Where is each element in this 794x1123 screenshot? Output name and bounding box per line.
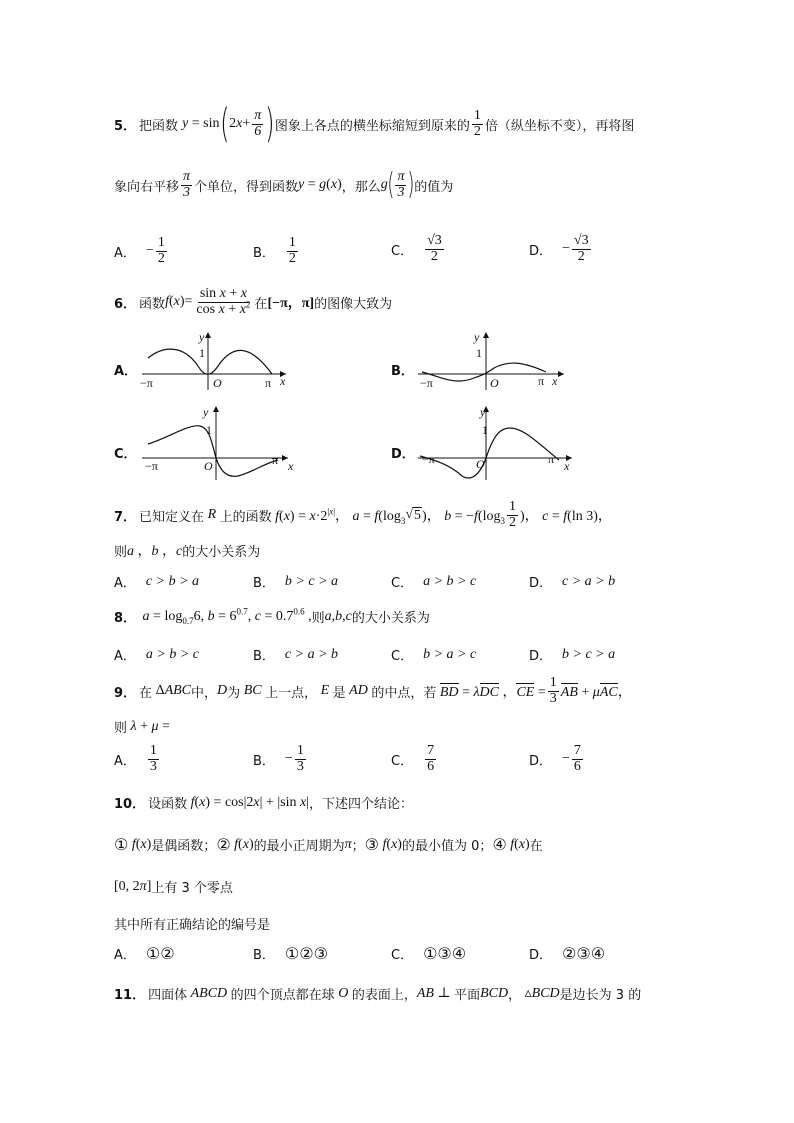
q6-b-one-label: 1: [476, 346, 482, 360]
q6-a-one-label: 1: [199, 346, 205, 360]
q10-line2: ① f(x) 是偶函数； ② f(x) 的最小正周期为 π ； ③ f(x) 的最小值为 0； ④ f(x) 在: [114, 835, 543, 854]
q6-a-pi: π: [265, 376, 272, 390]
q5-pi-over-3: $\frac{\pi}{3}$: [183, 169, 191, 200]
q8-option-d[interactable]: D． b > c > a: [529, 646, 616, 664]
q9-option-d[interactable]: D． − $\frac{7}{6}$: [529, 743, 581, 774]
q11-line1: 11． 四面体 ABCD 的四个顶点都在球 O 的表面上， AB ⊥ 平面 BCD ， ▵BCD 是边长为 3 的: [114, 985, 642, 1003]
q5-one-half: $\frac{1}{2}$: [473, 107, 481, 139]
q6-a-y-label: y: [199, 330, 205, 344]
q9-line2: 则 λ + μ =: [114, 718, 170, 736]
q6-a-neg-pi: −π: [140, 376, 153, 390]
q6-a-origin: O: [213, 376, 222, 390]
q9-option-a[interactable]: A． $\frac{1}{3}$: [114, 743, 157, 774]
q6-b-y-label: y: [474, 330, 480, 344]
q6-b-pi: π: [538, 374, 545, 388]
q10-option-d[interactable]: D． ②③④: [529, 944, 606, 963]
q5-option-a[interactable]: A． − $\frac{1}{2}$: [114, 235, 165, 266]
q5-line2: 象向右平移 $\frac{\pi}{3}$ 个单位，得到函数 y = g ( x ) ，那么 g ( $\frac{\pi}{3}$ ) 的值为: [114, 167, 454, 203]
q6-c-neg-pi: −π: [145, 459, 158, 473]
q6-d-origin: O: [476, 457, 485, 471]
q6-c-x-label: x: [288, 459, 294, 473]
q9-option-c[interactable]: C． $\frac{7}{6}$: [391, 743, 435, 774]
q6-d-neg-pi: −π: [422, 452, 435, 466]
q7-number: 7．: [114, 509, 137, 525]
q10-option-b[interactable]: B． ①②③: [253, 944, 328, 963]
q9-number: 9．: [114, 685, 137, 701]
q5-text: 图象上各点的横坐标缩短到原来的: [274, 118, 470, 134]
q10-number: 10．: [114, 797, 146, 812]
q10-line3: [0, 2π] 上有 3 个零点: [114, 878, 233, 896]
q6-graph-c[interactable]: [138, 404, 298, 484]
q5-pi-over-6: $\frac{\pi}{6}$: [254, 107, 262, 139]
q6-b-x-label: x: [552, 374, 558, 388]
q5-text: 象向右平移: [114, 179, 180, 195]
q6-option-b-label[interactable]: B．: [391, 364, 414, 379]
q6-d-y-label: y: [480, 405, 486, 419]
q6-number: 6．: [114, 296, 137, 312]
q10-line4: 其中所有正确结论的编号是: [114, 918, 271, 933]
q5-text: 倍（纵坐标不变），再将图: [484, 118, 635, 134]
q5-line1: 5． 把函数 y = sin ( 2x+ $\frac{\pi}{6}$ ) 图象上各点的横坐标缩短到原来的 $\frac{1}{2}$ 倍（纵坐标不变），再将图: [114, 101, 635, 147]
q10-option-c[interactable]: C． ①③④: [391, 944, 467, 963]
q5-text: ，那么: [341, 179, 381, 195]
q6-d-one-label: 1: [482, 423, 488, 437]
q6-c-pi: π: [272, 453, 279, 467]
q9-line1: 9． 在 ΔABC 中， D 为 BC 上一点， E 是 AD 的中点，若 BD = λDC ，CE = $\frac{1}{3}$ AB + μAC，: [114, 675, 632, 706]
q6-line: 6． 函数 f(x)= $\frac{\text{sin x + x}}{\cos x + x^2}$ 在 [−π，π] 的图像大致为: [114, 286, 393, 317]
q5-function: y: [182, 116, 189, 131]
q6-c-one-label: 1: [206, 423, 212, 437]
q8-line: 8． $a = \log_{0.7}6$, $b = 6^{0.7}$, $c = 0.7^{0.6}$ , 则 a,b,c 的大小关系为: [114, 605, 430, 626]
q7-option-d[interactable]: D． c > a > b: [529, 573, 616, 591]
q5-text: 个单位，得到函数: [194, 179, 299, 195]
q6-d-pi: π: [548, 452, 555, 466]
q11-number: 11．: [114, 988, 146, 1003]
q6-option-c-label[interactable]: C．: [114, 447, 137, 462]
q5-number: 5．: [114, 118, 137, 134]
q5-text: 把函数: [139, 118, 179, 134]
q6-b-origin: O: [490, 376, 499, 390]
q7-option-b[interactable]: B． b > c > a: [253, 573, 339, 591]
q9-option-b[interactable]: B． − $\frac{1}{3}$: [253, 743, 304, 774]
q6-b-neg-pi: −π: [420, 376, 433, 390]
q6-a-x-label: x: [280, 374, 286, 388]
q8-number: 8．: [114, 611, 137, 626]
q8-option-a[interactable]: A． a > b > c: [114, 646, 200, 664]
q6-c-origin: O: [204, 459, 213, 473]
q5-option-c[interactable]: C． $\frac{√3}{2}$: [391, 233, 442, 264]
q10-option-a[interactable]: A． ①②: [114, 944, 175, 963]
q7-line2: 则 a ，b ，c 的大小关系为: [114, 544, 261, 560]
q5-text: 的值为: [414, 179, 454, 195]
q8-option-b[interactable]: B． c > a > b: [253, 646, 339, 664]
q5-option-d[interactable]: D． − $\frac{√3}{2}$: [529, 233, 589, 264]
q7-option-a[interactable]: A． c > b > a: [114, 573, 200, 591]
q8-option-c[interactable]: C． b > a > c: [391, 646, 477, 664]
q6-option-a-label[interactable]: A．: [114, 364, 138, 379]
q10-line1: 10． 设函数 f(x) = cos|2x| + |sin x| ，下述四个结论：: [114, 794, 414, 812]
q6-function-fraction: $\frac{\text{sin x + x}}{\cos x + x^2}$: [196, 286, 251, 317]
q6-graph-d[interactable]: [414, 404, 584, 484]
q6-option-d-label[interactable]: D．: [391, 447, 415, 462]
q6-d-x-label: x: [564, 459, 570, 473]
q7-option-c[interactable]: C． a > b > c: [391, 573, 477, 591]
q7-line1: 7． 已知定义在 R 上的函数 $f(x) = x\cdot 2^{|x|}$， $a = f(\log_3$ √ 5 )， $b = -f(\log_3$ $\frac{1}{2}$ )， c = f(ln 3)，: [114, 499, 612, 530]
q6-c-y-label: y: [203, 405, 209, 419]
q5-option-b[interactable]: B． $\frac{1}{2}$: [253, 235, 296, 266]
